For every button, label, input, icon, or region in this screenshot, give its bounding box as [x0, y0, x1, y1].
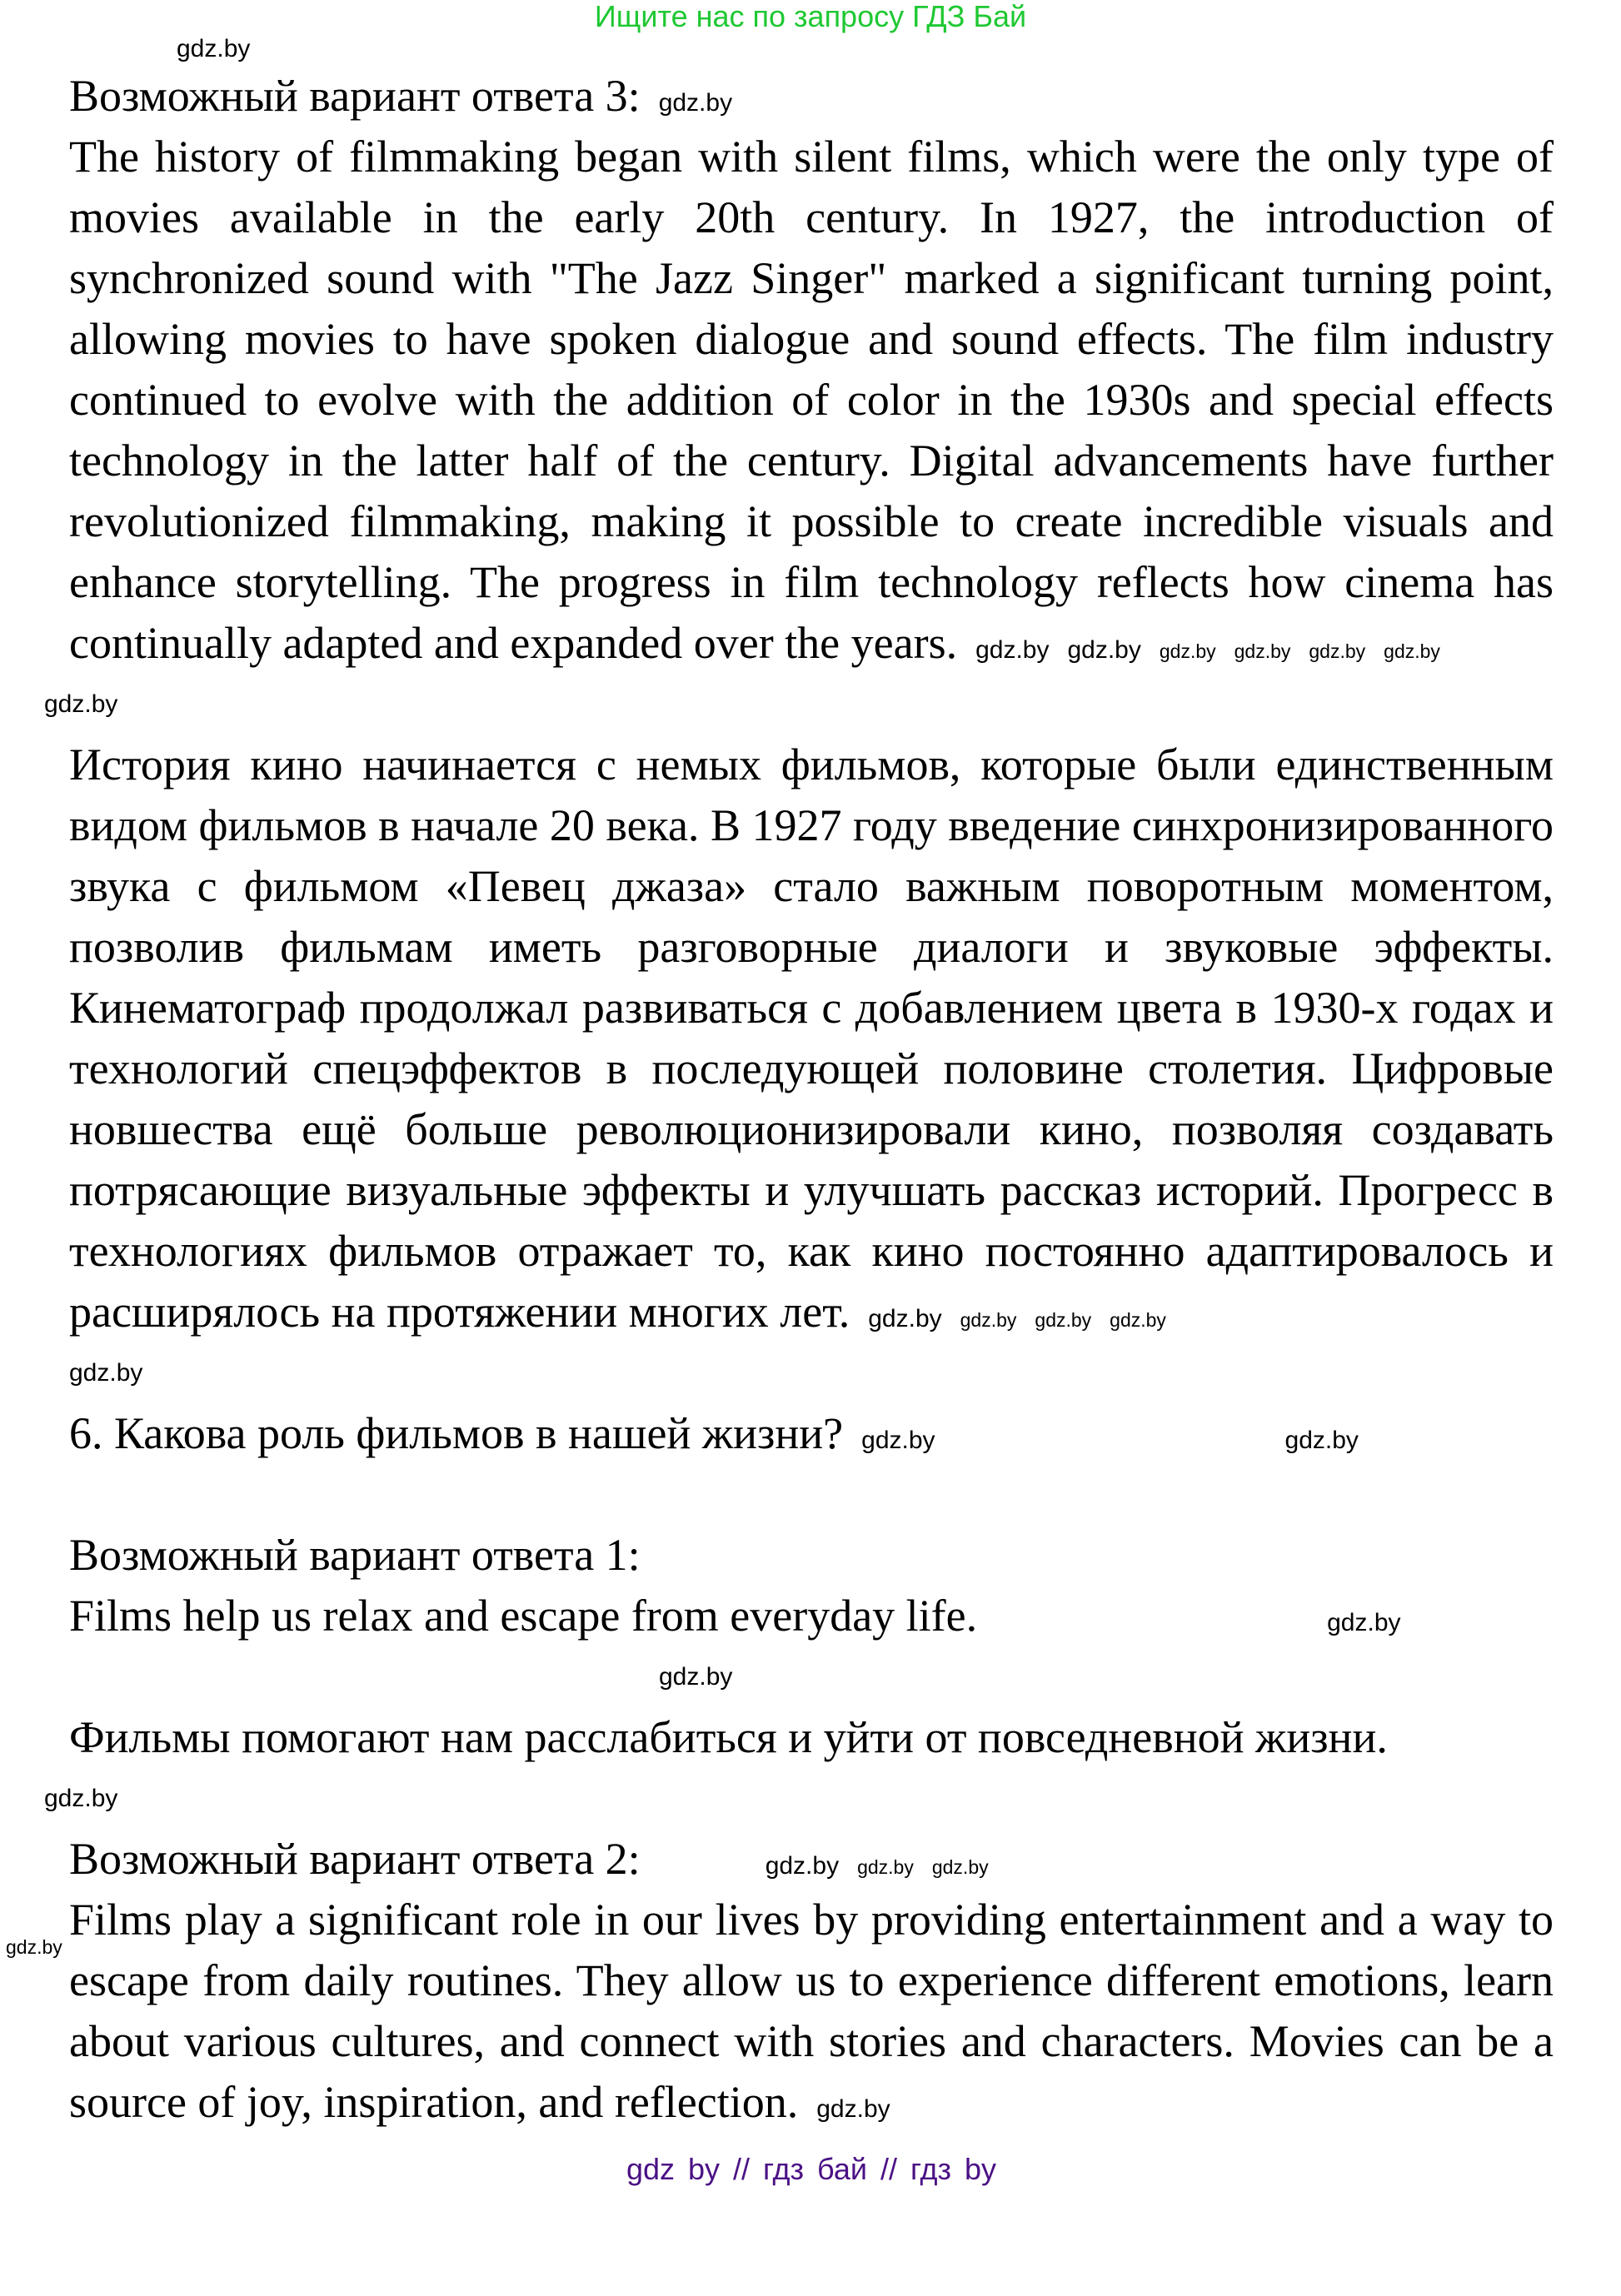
watermark: gdz.by	[1284, 1427, 1359, 1454]
question-text: 6. Какова роль фильмов в нашей жизни?	[69, 1408, 844, 1458]
answer-english-text: The history of filmmaking began with silent films, which were the only type of movies available in the early 20th century. In 1927, the introduction of synchronized sound with "The Jazz Singer" marked a significant turning point, allowing movies to have spoken dialogue and sound effects. The film industry continued to evolve with the addition of color in the 1930s and special effects technology in the latter half of the century. Digital advancements have further revolutionized filmmaking, making it possible to create incredible visuals and enhance storytelling. The progress in film technology reflects how cinema has continually adapted and expanded over the years.	[69, 132, 1554, 668]
watermark: gdz.by	[975, 636, 1050, 664]
watermark: gdz.by	[861, 1427, 935, 1454]
watermark: gdz.by	[659, 1663, 733, 1691]
watermark: gdz.by	[6, 1936, 62, 1958]
watermark: gdz.by	[44, 1785, 118, 1812]
watermark: gdz.by	[857, 1856, 914, 1878]
watermark-row	[69, 1646, 1554, 1707]
watermark-row	[69, 1342, 1554, 1403]
watermark: gdz.by	[816, 2095, 890, 2123]
watermark: gdz.by	[1384, 640, 1440, 662]
answer-english-text: Films play a significant role in our lives by providing entertainment and a way to escape from daily routines. They allow us to experience different emotions, learn about various cultures, and connect with stories and characters. Movies can be a source of joy, inspiration, and reflection.	[69, 1895, 1554, 2127]
answer-3-translation	[69, 735, 1554, 1342]
q6-answer-2	[6, 1829, 1554, 2133]
answer-english-text: Films help us relax and escape from everyday life.	[69, 1591, 978, 1641]
watermark: gdz.by	[1067, 636, 1141, 664]
answer-3	[69, 66, 1554, 674]
q6-answer-1	[69, 1525, 1554, 1646]
question-6	[69, 1403, 1554, 1464]
answer-russian-text: Фильмы помогают нам расслабиться и уйти от повседневной жизни.	[69, 1712, 1388, 1762]
watermark: gdz.by	[1110, 1309, 1166, 1331]
document-body	[6, 33, 1554, 2189]
watermark: gdz.by	[69, 1359, 143, 1387]
watermark: gdz.by	[868, 1305, 942, 1332]
watermark: gdz.by	[1035, 1309, 1092, 1331]
spacer	[69, 1464, 1554, 1525]
answer-russian-text: История кино начинается с немых фильмов, которые были единственным видом фильмов в начале 20 века. В 1927 году введение синхронизированного звука с фильмом «Певец джаза» стало важным поворотным моментом, позволив фильмам иметь разговорные диалоги и звуковые эффекты. Кинематограф продолжал развиваться с добавлением цвета в 1930-х годах и технологий спецэффектов в последующей половине столетия. Цифровые новшества ещё больше революционизировали кино, позволяя создавать потрясающие визуальные эффекты и улучшать рассказ историй. Прогресс в технологиях фильмов отражает то, как кино постоянно адаптировалось и расширялось на протяжении многих лет.	[69, 740, 1554, 1337]
answer-heading: Возможный вариант ответа 3:	[69, 71, 641, 121]
watermark: gdz.by	[931, 1856, 989, 1878]
watermark: gdz.by	[44, 690, 118, 718]
watermark: gdz.by	[1327, 1609, 1401, 1636]
watermark: gdz.by	[658, 89, 733, 117]
watermark-row	[44, 1768, 1554, 1829]
watermark: gdz.by	[1309, 640, 1366, 662]
footer-links: gdz by // гдз бай // гдз by	[626, 2152, 997, 2186]
search-banner: Ищите нас по запросу ГДЗ Бай	[594, 0, 1027, 33]
watermark-row	[44, 674, 1554, 735]
watermark: gdz.by	[960, 1309, 1017, 1331]
answer-heading: Возможный вариант ответа 1:	[69, 1530, 641, 1580]
answer-heading: Возможный вариант ответа 2:	[69, 1834, 641, 1884]
watermark: gdz.by	[1234, 640, 1291, 662]
watermark: gdz.by	[1159, 640, 1216, 662]
watermark-row	[69, 33, 1554, 66]
watermark: gdz.by	[765, 1852, 840, 1880]
watermark: gdz.by	[177, 35, 251, 62]
q6-answer-1-translation	[69, 1707, 1554, 1768]
